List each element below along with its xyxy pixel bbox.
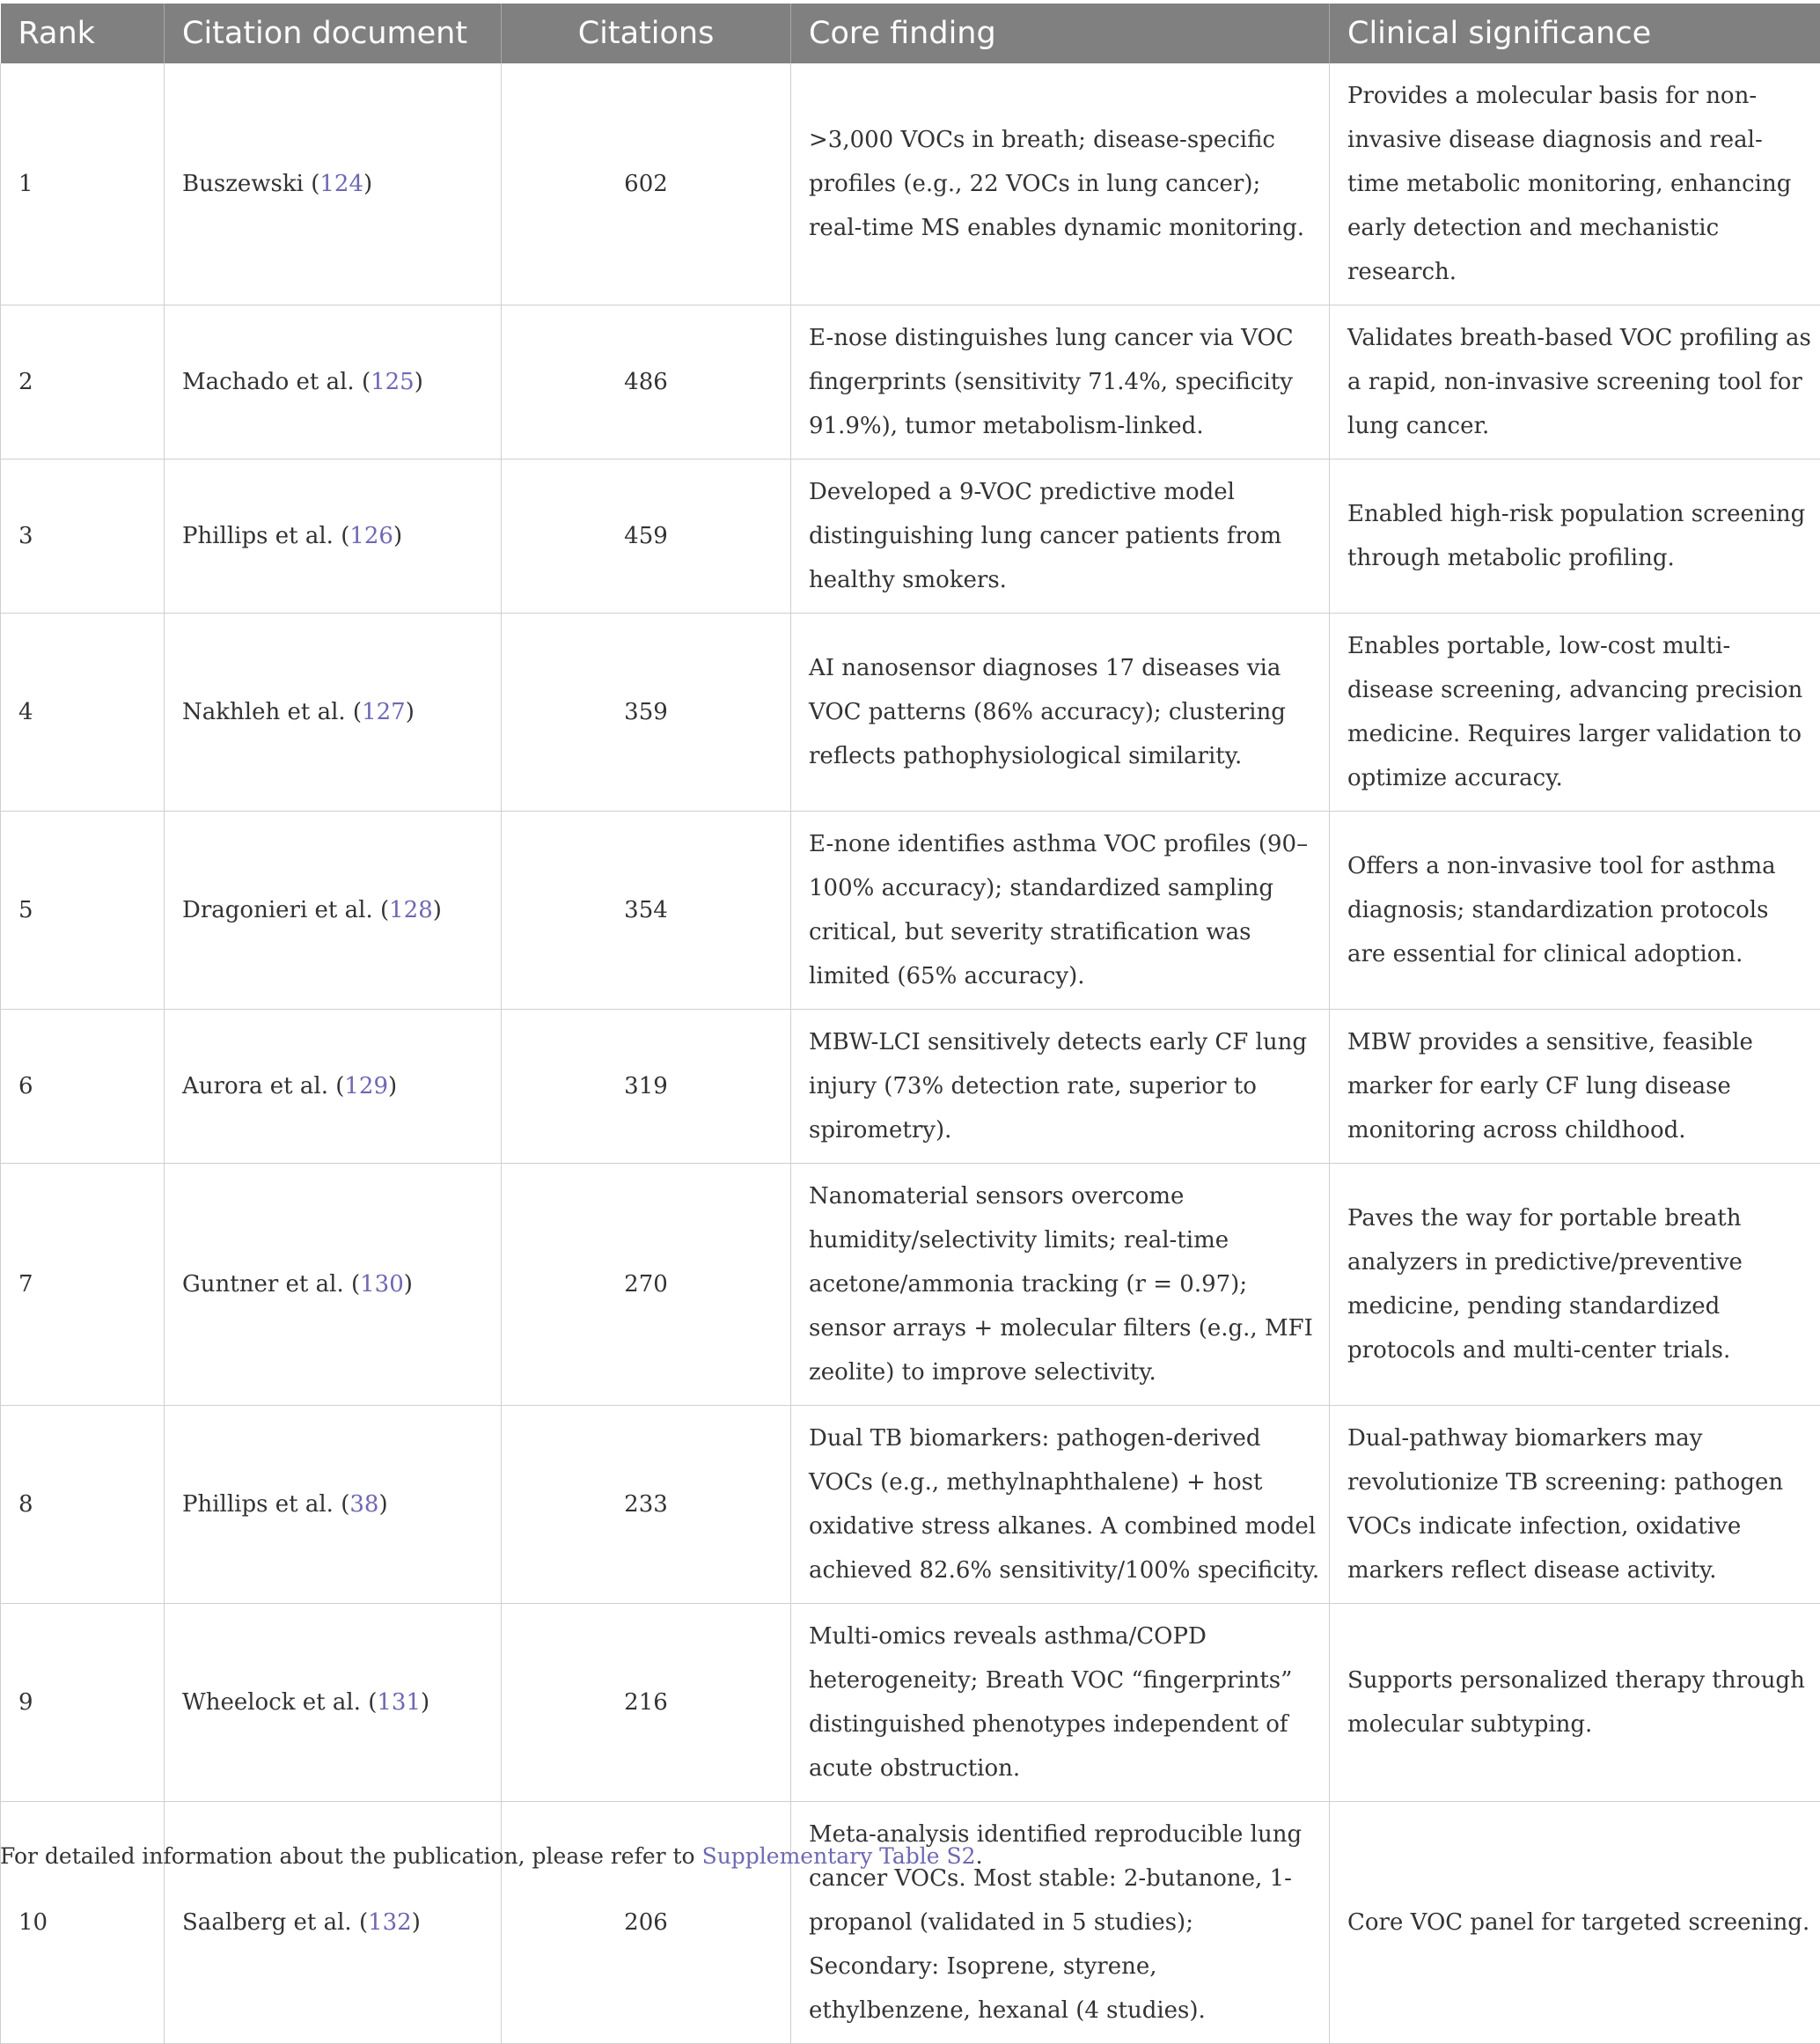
- clinical-significance-cell: Validates breath-based VOC profiling as a rapid, non-invasive screening tool for lung cancer.: [1330, 305, 1820, 460]
- author-text: Aurora et al. (: [182, 1073, 344, 1099]
- author-text: Wheelock et al. (: [182, 1689, 377, 1716]
- reference-link[interactable]: 132: [368, 1909, 412, 1936]
- clinical-significance-cell: Core VOC panel for targeted screening.: [1330, 1802, 1820, 2044]
- author-text: Buszewski (: [182, 171, 319, 197]
- citation-document-cell: [165, 614, 502, 812]
- table-row: [1, 1802, 1820, 2044]
- author-text: Phillips et al. (: [182, 1491, 349, 1518]
- citations-cell: 602: [502, 63, 791, 305]
- footnote-end: .: [976, 1843, 983, 1869]
- reference-link[interactable]: 128: [389, 897, 433, 923]
- citation-document-cell: [165, 460, 502, 614]
- core-finding-cell: E-none identifies asthma VOC profiles (90–100% accuracy); standardized sampling critical, but severity stratification was limited (65% accuracy).: [791, 812, 1330, 1010]
- citation-document-cell: [165, 63, 502, 305]
- author-text: Machado et al. (: [182, 369, 371, 395]
- reference-link[interactable]: 129: [344, 1073, 388, 1099]
- closing-paren: ): [421, 1689, 429, 1716]
- table-footnote: [0, 1843, 983, 1869]
- table-row: [1, 63, 1820, 305]
- citation-document-cell: [165, 1604, 502, 1802]
- table-row: [1, 812, 1820, 1010]
- clinical-significance-cell: Dual-pathway biomarkers may revolutionize TB screening: pathogen VOCs indicate infection, oxidative markers reflect disease activity.: [1330, 1406, 1820, 1604]
- table-row: [1, 1604, 1820, 1802]
- core-finding-cell: Nanomaterial sensors overcome humidity/selectivity limits; real-time acetone/ammonia tracking (r = 0.97); sensor arrays + molecular filters (e.g., MFI zeolite) to improve selectivity.: [791, 1164, 1330, 1406]
- rank-cell: 9: [1, 1604, 165, 1802]
- citations-cell: 206: [502, 1802, 791, 2044]
- clinical-significance-cell: Supports personalized therapy through molecular subtyping.: [1330, 1604, 1820, 1802]
- table-row: [1, 1164, 1820, 1406]
- clinical-significance-cell: Enables portable, low-cost multi-disease screening, advancing precision medicine. Requires larger validation to optimize accuracy.: [1330, 614, 1820, 812]
- reference-link[interactable]: 125: [371, 369, 415, 395]
- clinical-significance-cell: Paves the way for portable breath analyzers in predictive/preventive medicine, pending standardized protocols and multi-center trials.: [1330, 1164, 1820, 1406]
- citations-cell: 319: [502, 1010, 791, 1164]
- core-finding-cell: MBW-LCI sensitively detects early CF lung injury (73% detection rate, superior to spirometry).: [791, 1010, 1330, 1164]
- core-finding-cell: E-nose distinguishes lung cancer via VOC fingerprints (sensitivity 71.4%, specificity 91.9%), tumor metabolism-linked.: [791, 305, 1330, 460]
- header-core-finding: Core finding: [791, 4, 1330, 63]
- closing-paren: ): [415, 369, 423, 395]
- closing-paren: ): [433, 897, 442, 923]
- author-text: Phillips et al. (: [182, 523, 349, 549]
- core-finding-cell: AI nanosensor diagnoses 17 diseases via VOC patterns (86% accuracy); clustering reflects pathophysiological similarity.: [791, 614, 1330, 812]
- author-text: Saalberg et al. (: [182, 1909, 368, 1936]
- citations-cell: 354: [502, 812, 791, 1010]
- supplementary-table-link[interactable]: Supplementary Table S2: [702, 1843, 976, 1869]
- citation-document-cell: [165, 305, 502, 460]
- reference-link[interactable]: 126: [349, 523, 393, 549]
- citation-document-cell: [165, 1802, 502, 2044]
- rank-cell: 6: [1, 1010, 165, 1164]
- table-row: [1, 460, 1820, 614]
- table-body: [1, 63, 1820, 2044]
- rank-cell: 7: [1, 1164, 165, 1406]
- rank-cell: 4: [1, 614, 165, 812]
- citations-cell: 486: [502, 305, 791, 460]
- closing-paren: ): [406, 699, 415, 725]
- citations-cell: 216: [502, 1604, 791, 1802]
- rank-cell: 8: [1, 1406, 165, 1604]
- closing-paren: ): [388, 1073, 397, 1099]
- clinical-significance-cell: Offers a non-invasive tool for asthma diagnosis; standardization protocols are essential for clinical adoption.: [1330, 812, 1820, 1010]
- rank-cell: 5: [1, 812, 165, 1010]
- rank-cell: 2: [1, 305, 165, 460]
- top-cited-documents-table: [0, 4, 1820, 2044]
- clinical-significance-cell: Enabled high-risk population screening through metabolic profiling.: [1330, 460, 1820, 614]
- citation-table-container: [0, 4, 1820, 2044]
- reference-link[interactable]: 127: [362, 699, 406, 725]
- closing-paren: ): [363, 171, 372, 197]
- author-text: Nakhleh et al. (: [182, 699, 362, 725]
- table-row: [1, 1010, 1820, 1164]
- header-rank: Rank: [1, 4, 165, 63]
- rank-cell: 3: [1, 460, 165, 614]
- citation-document-cell: [165, 812, 502, 1010]
- closing-paren: ): [378, 1491, 387, 1518]
- reference-link[interactable]: 124: [319, 171, 363, 197]
- clinical-significance-cell: MBW provides a sensitive, feasible marker for early CF lung disease monitoring across childhood.: [1330, 1010, 1820, 1164]
- core-finding-cell: Dual TB biomarkers: pathogen-derived VOCs (e.g., methylnaphthalene) + host oxidative stress alkanes. A combined model achieved 82.6% sensitivity/100% specificity.: [791, 1406, 1330, 1604]
- reference-link[interactable]: 38: [349, 1491, 378, 1518]
- core-finding-cell: Meta-analysis identified reproducible lung cancer VOCs. Most stable: 2-butanone, 1-propanol (validated in 5 studies); Secondary: Isoprene, styrene, ethylbenzene, hexanal (4 studies).: [791, 1802, 1330, 2044]
- citations-cell: 359: [502, 614, 791, 812]
- table-header-row: [1, 4, 1820, 63]
- rank-cell: 10: [1, 1802, 165, 2044]
- closing-paren: ): [412, 1909, 421, 1936]
- footnote-text: For detailed information about the publication, please refer to: [0, 1843, 702, 1869]
- citations-cell: 233: [502, 1406, 791, 1604]
- header-clinical-significance: Clinical significance: [1330, 4, 1820, 63]
- core-finding-cell: Developed a 9-VOC predictive model distinguishing lung cancer patients from healthy smokers.: [791, 460, 1330, 614]
- header-citation-document: Citation document: [165, 4, 502, 63]
- reference-link[interactable]: 131: [377, 1689, 421, 1716]
- author-text: Guntner et al. (: [182, 1271, 360, 1298]
- table-row: [1, 305, 1820, 460]
- citation-document-cell: [165, 1406, 502, 1604]
- header-citations: Citations: [502, 4, 791, 63]
- closing-paren: ): [393, 523, 402, 549]
- author-text: Dragonieri et al. (: [182, 897, 389, 923]
- rank-cell: 1: [1, 63, 165, 305]
- closing-paren: ): [404, 1271, 413, 1298]
- table-row: [1, 614, 1820, 812]
- citation-document-cell: [165, 1164, 502, 1406]
- citations-cell: 270: [502, 1164, 791, 1406]
- core-finding-cell: >3,000 VOCs in breath; disease-specific profiles (e.g., 22 VOCs in lung cancer); real-time MS enables dynamic monitoring.: [791, 63, 1330, 305]
- table-row: [1, 1406, 1820, 1604]
- clinical-significance-cell: Provides a molecular basis for non-invasive disease diagnosis and real-time metabolic monitoring, enhancing early detection and mechanistic research.: [1330, 63, 1820, 305]
- reference-link[interactable]: 130: [360, 1271, 404, 1298]
- citations-cell: 459: [502, 460, 791, 614]
- citation-document-cell: [165, 1010, 502, 1164]
- core-finding-cell: Multi-omics reveals asthma/COPD heterogeneity; Breath VOC “fingerprints” distinguished phenotypes independent of acute obstruction.: [791, 1604, 1330, 1802]
